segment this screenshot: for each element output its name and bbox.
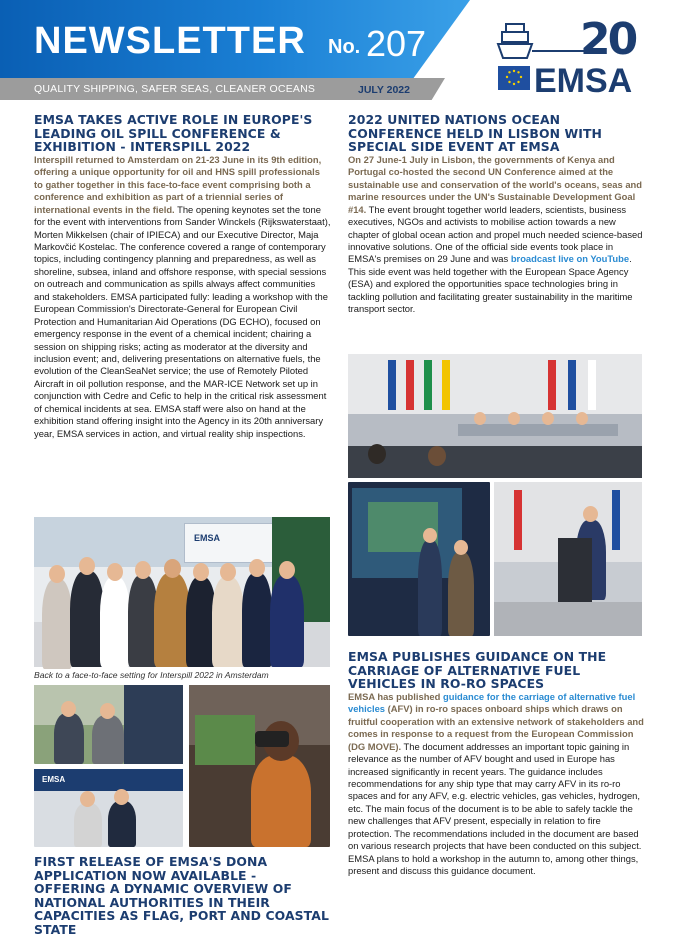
article-text: The opening keynotes set the tone for the event with interventions from Sander Winckels (Rijkswaterstaat), Morten Mikkelsen (chair of IPIECA) and our Executive Director, Maja Markovčić Kostelac. The conference covered a range of contemporary topics, including contingency planning and preparedness, as well as shoreline, subsea, inland and offshore response, with special sessions on outreach and communication as spills always affect communities and stakeholders. EMSA participated fully: leading a workshop with the European Commission's Directorate-General for European Civil Protection and Humanitarian Aid Operations (DG ECHO), focused on emergency response in the event of a chemical incident; chairing a session on shipping risks; acting as moderator at the diversity and inclusion event; and, delivering presentations on alternative fuels, the evolution of the CleanSeaNet service; the use of Remotely Piloted Aircraft in oil pollution response, and the MAR-ICE Network set up in conjunction with Cedre and Cefic to help in the critical risk assessment of chemical incidents at sea. EMSA staff were also on hand at the exhibition stand offering insight into the Agency in its 20th anniversary year, EMSA services in action, and virtual reality ship inspections. xyxy=(34,203,331,439)
article-body xyxy=(348,154,644,316)
article-dona xyxy=(34,855,331,937)
newsletter-title: NEWSLETTER xyxy=(34,20,306,62)
article-interspill xyxy=(34,113,331,440)
interspill-group-photo: EMSA xyxy=(34,517,330,667)
emsa-20-logo xyxy=(492,14,652,100)
article-title: 2022 UNITED NATIONS OCEAN CONFERENCE HELD IN LISBON WITH SPECIAL SIDE EVENT AT EMSA xyxy=(348,112,602,155)
issue-number: 207 xyxy=(366,23,427,64)
article-lead: Interspill returned to Amsterdam on 21-23 June in its 9th edition, offering a unique opportunity for oil and HNS spill professionals to gather together in this face-to-face event comprising both a conference and exhibition as part of a triennial series of international events in the field. xyxy=(34,153,322,215)
issue-date: JULY 2022 xyxy=(358,84,410,96)
interspill-photo-conversation xyxy=(34,685,183,764)
article-lead-end: (AFV) in ro-ro spaces onboard ships which draws on fruitful cooperation with an extensive network of stakeholders and comes in response to a request from the European Commission (DG MOVE). xyxy=(348,703,644,752)
article-un-ocean-conference xyxy=(348,113,644,316)
article-lead: On 27 June-1 July in Lisbon, the governments of Kenya and Portugal co-hosted the second UN Conference aimed at the sustainable use and conservation of the world's oceans, seas and marine resources under the UN's Sustainable Development Goal #14. xyxy=(348,153,642,215)
article-body xyxy=(348,691,644,878)
article-body xyxy=(34,154,331,440)
article-title: EMSA TAKES ACTIVE ROLE IN EUROPE'S LEADING OIL SPILL CONFERENCE & EXHIBITION - INTERSPILL 2022 xyxy=(34,112,313,155)
eu-flag-icon xyxy=(498,66,530,90)
un-conference-panel-photo xyxy=(348,354,642,478)
issue-prefix: No. xyxy=(328,36,361,58)
interspill-photo-caption: Back to a face-to-face setting for Interspill 2022 in Amsterdam xyxy=(34,670,269,680)
article-lead-start: EMSA has published xyxy=(348,690,443,702)
logo-emsa-text: EMSA xyxy=(534,62,633,100)
interspill-photo-vr-inspection xyxy=(189,685,330,847)
ship-icon xyxy=(496,22,534,66)
logo-anniversary-number: 20 xyxy=(580,14,636,65)
afv-guidance-link[interactable]: guidance for the carriage of alternative fuel vehicles xyxy=(348,690,636,715)
newsletter-header xyxy=(0,0,679,100)
article-text: The event brought together world leaders, scientists, business executives, NGOs and activists to mobilise action towards a new chapter of global ocean action and propel much needed science-based innovative solutions. One of the official side events took place in EMSA's premises on 29 June and was xyxy=(348,203,643,265)
article-text-end: . This side event was held together with the European Space Agency (ESA) and explored the opportunities space technologies bring in tackling pollution and facilitating greater sustainability in the maritime transport sector. xyxy=(348,253,633,315)
interspill-photo-stand: EMSA xyxy=(34,769,183,847)
article-text: The document addresses an important topic gaining in relevance as the number of AFV bought and used in Europe has increased significantly in recent years. The guidance includes recommendations for any ship type that may carry AFV in its ro-ro spaces and for any AFV, e.g. electric vehicles, gas vehicles, hydrogen, etc. The main focus of the document is to be able to safely tackle the new challenges that AFV present, especially in relation to fire protection. The recommendations included in the document are based on various research projects that have been conducted on this subject. EMSA plans to hold a workshop in the autumn to, among other things, present and discuss this guidance document. xyxy=(348,740,642,877)
un-conference-screen-photo xyxy=(348,482,490,636)
article-title: EMSA PUBLISHES GUIDANCE ON THE CARRIAGE OF ALTERNATIVE FUEL VEHICLES IN RO-RO SPACES xyxy=(348,649,607,692)
tagline: QUALITY SHIPPING, SAFER SEAS, CLEANER OCEANS xyxy=(34,83,316,95)
article-afv-guidance xyxy=(348,650,644,878)
article-title: FIRST RELEASE OF EMSA'S DONA APPLICATION NOW AVAILABLE - OFFERING A DYNAMIC OVERVIEW OF NATIONAL AUTHORITIES IN THEIR CAPACITIES AS FLAG, PORT AND COASTAL STATE xyxy=(34,854,329,937)
un-conference-podium-photo xyxy=(494,482,642,636)
youtube-broadcast-link[interactable]: broadcast live on YouTube xyxy=(510,253,630,265)
